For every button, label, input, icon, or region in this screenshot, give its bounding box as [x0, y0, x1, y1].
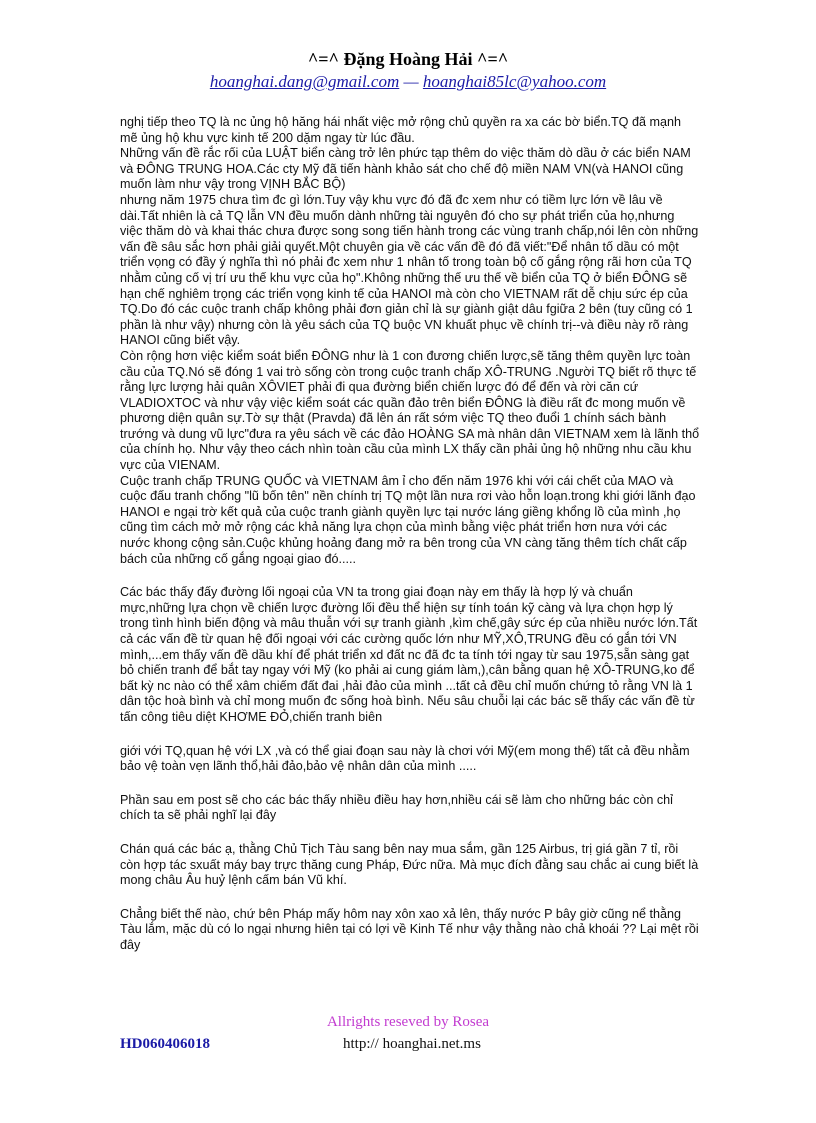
paragraph: Cuộc tranh chấp TRUNG QUỐC và VIETNAM âm ỉ cho đến năm 1976 khi với cái chết của MAO và cuộc đấu tranh chống "lũ bốn tên" nền chính trị TQ một lần nưa rơi vào hỗn loạn.trong khi giới lãnh đạo HANOI e ngại trờ kết quả của cuộc tranh giành quyền lực tại nước láng giềng khổng lồ của mình ,họ cũng tìm cách mở mở rộng các khả năng lựa chọn của mình bằng việc phát triển hơn nưa với các nước khong cộng sản.Cuộc khủng hoảng đang mở ra bên trong của VN càng tăng thêm tích chất cấp bách của những cố gắng ngoại giao đó..... — [120, 473, 696, 566]
paragraph: Chẳng biết thế nào, chứ bên Pháp mấy hôm nay xôn xao xả lên, thấy nước P bây giờ cũng nể thằng Tàu lắm, mặc dù có lo ngại nhưng hiên tại có lợi về Kinh Tế như vậy thằng nào chả khoái ?? Lại mệt rồi đây — [120, 906, 699, 952]
paragraph: giới với TQ,quan hệ với LX ,và có thể giai đoạn sau này là chơi với Mỹ(em mong thế) tất cả đều nhằm bảo vệ toàn vẹn lãnh thổ,hải đảo,bảo vệ nhân dân của mình ..... — [120, 743, 690, 774]
email-link-gmail[interactable]: hoanghai.dang@gmail.com — [209, 72, 400, 91]
paragraph: Chán quá các bác ạ, thằng Chủ Tịch Tàu sang bên nay mua sắm, gần 125 Airbus, trị giá gần 7 tỉ, rồi còn hợp tác sxuất máy bay trực thăng cung Pháp, Đức nữa. Mà mục đích đằng sau chắc ai cung biết là mong châu Âu huỷ lệnh cấm bán Vũ khí. — [120, 841, 699, 888]
paragraph: Những vấn đề rắc rối của LUẬT biển càng trở lên phức tạp thêm do việc thăm dò dầu ở các biển NAM và ĐÔNG TRUNG HOA.Các cty Mỹ đã tiến hành khảo sát cho chế độ miền NAM VN(và HANOI cũng muốn làm như vậy trong VỊNH BẮC BỘ) — [120, 146, 691, 192]
email-separator: — — [399, 72, 423, 91]
footer-url: http:// hoanghai.net.ms — [343, 1036, 481, 1052]
paragraph: nhưng năm 1975 chưa tìm đc gì lớn.Tuy vậy khu vực đó đã đc xem như có tiềm lực lớn về lâu về dài.Tất nhiên là cả TQ lẫn VN đều muốn dành những tài nguyên đó cho sự phát triển của họ,nhưng việc thăm dò và khai thác chưa được song song tiến hành trong các vùng tranh chấp,nói lên còn những vấn đề sâu sắc hơn phải giải quyết.Một chuyên gia về các vấn đề đó đã viết:"Để nhân tố dầu có một triển vọng có đầy ý nghĩa thì nó phải đc xem như 1 nhân tố trong toàn bộ cố gắng rộng rãi hơn của TQ nhằm củng cố vị trí ưu thế khu vực của họ".Không những thế ưu thế về biển của TQ ở biển ĐÔNG sẽ hạn chế nghiêm trọng các triển vọng kinh tế của HANOI mà còn cho VIETNAM rất dễ chịu sức ép của TQ.Do đó các cuộc tranh chấp không phải đơn giản chỉ là sự giành giật dâu fgiữa 2 bên (tuy cũng có 1 phần là như vậy) nhưng còn là yêu sách của TQ buộc VN khuất phục về chính trị--và điều này rõ ràng HANOI cũng biết vậy. — [120, 192, 699, 348]
paragraph: nghị tiếp theo TQ là nc ủng hộ hăng hái nhất việc mở rộng chủ quyền ra xa các bờ biển.TQ đã mạnh mẽ ủng hộ khu vực kinh tế 200 dặm ngay từ lúc đầu. — [120, 115, 681, 145]
email-link-yahoo[interactable]: hoanghai85lc@yahoo.com — [422, 72, 607, 91]
footer-rights: Allrights reseved by Rosea — [326, 1014, 490, 1030]
paragraph: Còn rộng hơn việc kiểm soát biển ĐÔNG như là 1 con đương chiến lược,sẽ tăng thêm quyền lực toàn cầu của TQ.Nó sẽ đóng 1 vai trò sống còn trong cuộc tranh chấp XÔ-TRUNG .Người TQ biết rõ thực tế rằng lực lượng hải quân XÔVIET phải đi qua đường biển chiến lược đó để đến và rời căn cứ VLADIOXTOC và như vậy việc kiểm soát các quần đảo trên biển ĐÔNG là điều rất đc mong muốn về phương diện quân sự.Tờ sự thật (Pravda) đã lên án rất sớm việc TQ theo đuổi 1 chính sách bành trướng và dung vũ lực"đưa ra yêu sách về các đảo HOÀNG SA mà nhân dân VIETNAM xem là lãnh thổ của chính họ. Như vậy theo cách nhìn toàn cầu của mình LX thấy cần phải ủng hộ những nhu cầu khu vực của VIENAM. — [120, 348, 700, 473]
article-body — [120, 115, 700, 954]
author-title: ^=^ Đặng Hoàng Hải ^=^ — [307, 49, 509, 69]
paragraph: Phần sau em post sẽ cho các bác thấy nhiều điều hay hơn,nhiều cái sẽ làm cho những bác còn chỉ chích ta sẽ phải nghĩ lại đây — [120, 792, 673, 823]
page-header — [0, 48, 816, 93]
email-line — [0, 71, 816, 93]
footer-document-code: HD060406018 — [120, 1036, 210, 1052]
paragraph: Các bác thấy đấy đường lối ngoại của VN ta trong giai đoạn này em thấy là hợp lý và chuẩn mực,những lựa chọn về chiến lược đường lối đều thể hiện sự tính toán kỹ càng và lựa chọn hợp lý trong tình hình biến động và mâu thuẫn với sự tranh giành ,kìm chế,gây sức ép của nhiều nước lớn.Tất cả các vấn đề từ quan hệ đối ngoại với các cường quốc lớn như MỸ,XÔ,TRUNG đều có gắn tới VN mình,...em thấy vấn đề dầu khí để phát triển xd đất nc đã đc ta tính tới ngay từ sau 1975,sẵn sàng gạt bỏ chiến tranh để bắt tay ngay với Mỹ (ko phải ai cung giám làm,),cân bằng quan hệ XÔ-TRUNG,ko để bất kỳ nc nào có thể xâm chiếm đất đai ,hải đảo của mình ...tất cả đều chỉ muốn chứng tỏ rằng VN là 1 dân tộc hoà bình và chỉ mong muốn đc sống hoà bình. Nếu sâu chuỗi lại các bác sẽ thấy các vấn đề từ tấn công tiêu diệt KHƠME ĐỎ,chiến tranh biên — [120, 585, 698, 724]
